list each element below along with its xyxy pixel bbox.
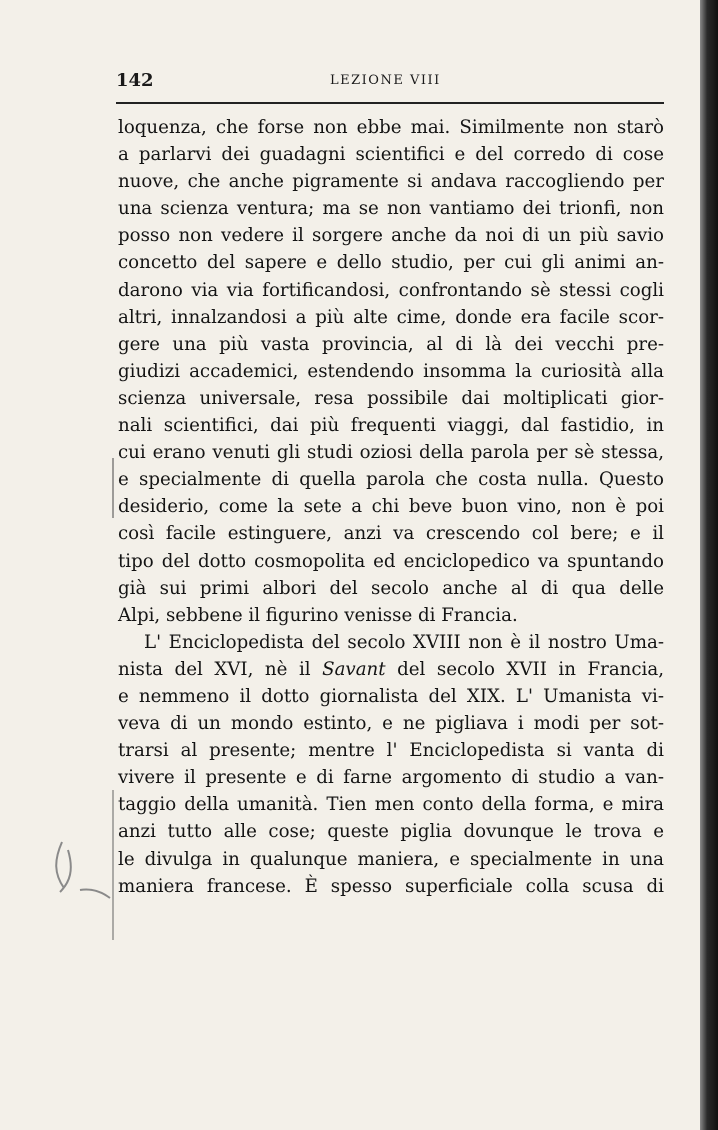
text-line-paragraph-start: L' Enciclopedista del secolo XVIII non è il nostro Uma-: [144, 631, 664, 653]
text-line: e specialmente di quella parola che costa nulla. Questo: [118, 469, 664, 491]
text-line: nuove, che anche pigramente si andava raccogliendo per: [118, 171, 664, 193]
text-line: gere una più vasta provincia, al di là dei vecchi pre-: [118, 333, 664, 355]
italic-word: Savant: [322, 658, 386, 680]
page-header: [116, 70, 664, 94]
handwritten-margin-mark: [40, 830, 120, 910]
text-line: maniera francese. È spesso superficiale colla scusa di: [118, 875, 664, 897]
body-text: [118, 114, 664, 900]
scan-edge: [700, 0, 718, 1130]
text-line: nali scientifici, dai più frequenti viaggi, dal fastidio, in: [118, 415, 664, 437]
text-line: altri, innalzandosi a più alte cime, donde era facile scor-: [118, 306, 664, 328]
text-line: cui erano venuti gli studi oziosi della parola per sè stessa,: [118, 442, 664, 464]
text-segment: del secolo XVII in Francia,: [385, 658, 664, 680]
text-line: una scienza ventura; ma se non vantiamo dei trionfi, non: [118, 198, 664, 220]
text-line: trarsi al presente; mentre l' Enciclopedista si vanta di: [118, 740, 664, 762]
margin-pencil-line: [112, 790, 114, 940]
text-line-with-italic: [118, 656, 664, 683]
text-line: vivere il presente e di farne argomento di studio a van-: [118, 767, 664, 789]
page-number: 142: [116, 70, 154, 91]
text-line: e nemmeno il dotto giornalista del XIX. L' Umanista vi-: [118, 685, 664, 707]
text-line: concetto del sapere e dello studio, per cui gli animi an-: [118, 252, 664, 274]
text-line: giudizi accademici, estendendo insomma la curiosità alla: [118, 360, 664, 382]
header-rule: [116, 102, 664, 104]
text-segment: nista del XVI, nè il: [118, 658, 323, 680]
text-line-paragraph-end: Alpi, sebbene il figurino venisse di Francia.: [118, 604, 518, 626]
text-line: già sui primi albori del secolo anche al di qua delle: [118, 577, 664, 599]
text-line: tipo del dotto cosmopolita ed enciclopedico va spuntando: [118, 550, 664, 572]
text-line: a parlarvi dei guadagni scientifici e del corredo di cose: [118, 144, 664, 166]
text-line: veva di un mondo estinto, e ne pigliava i modi per sot-: [118, 713, 664, 735]
text-line: loquenza, che forse non ebbe mai. Similmente non starò: [118, 117, 664, 138]
text-line: posso non vedere il sorgere anche da noi di un più savio: [118, 225, 664, 247]
text-line: le divulga in qualunque maniera, e specialmente in una: [118, 848, 664, 870]
text-line: taggio della umanità. Tien men conto della forma, e mira: [118, 794, 664, 816]
running-head: LEZIONE VIII: [330, 73, 441, 88]
text-line: scienza universale, resa possibile dai moltiplicati gior-: [118, 387, 664, 409]
text-line: così facile estinguere, anzi va crescendo col bere; e il: [118, 523, 664, 545]
margin-pencil-line: [112, 458, 114, 518]
text-line: desiderio, come la sete a chi beve buon vino, non è poi: [118, 496, 664, 518]
text-line: anzi tutto alle cose; queste piglia dovunque le trova e: [118, 821, 664, 843]
text-line: darono via via fortificandosi, confrontando sè stessi cogli: [118, 279, 664, 301]
